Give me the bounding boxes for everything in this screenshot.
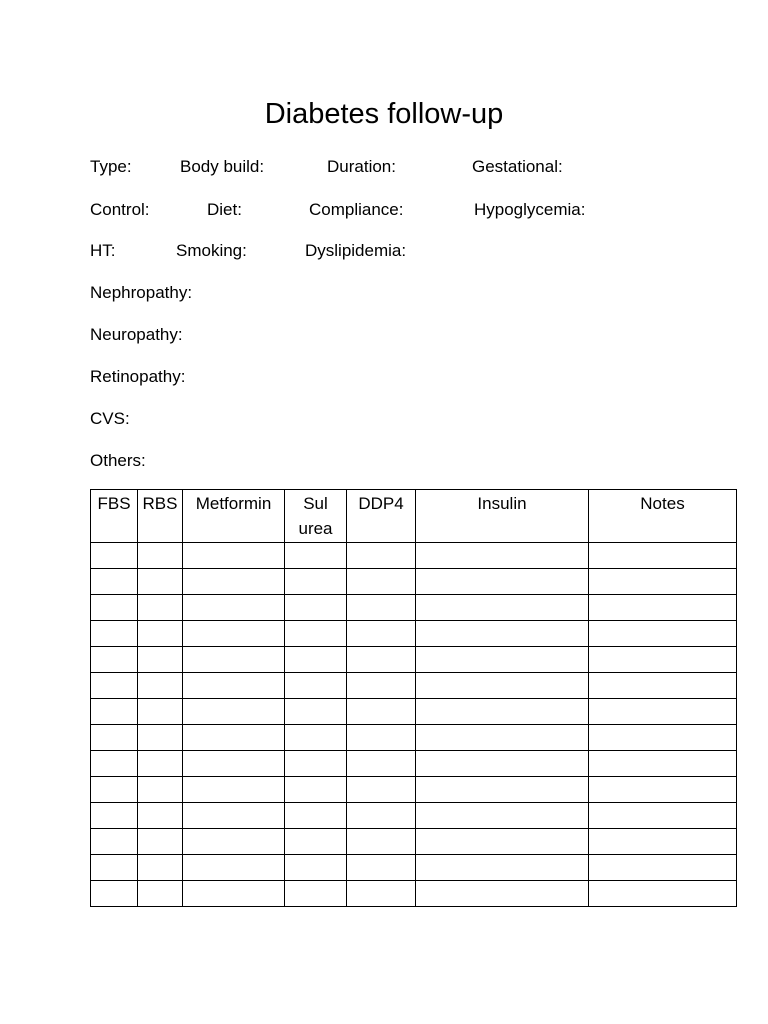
table-cell[interactable] [416,699,589,725]
table-cell[interactable] [347,725,416,751]
column-header-ddp4: DDP4 [347,490,416,543]
table-row [91,803,737,829]
table-cell[interactable] [347,595,416,621]
table-cell[interactable] [285,569,347,595]
table-cell[interactable] [91,725,138,751]
table-cell[interactable] [183,803,285,829]
table-cell[interactable] [183,751,285,777]
table-row [91,621,737,647]
table-cell[interactable] [416,595,589,621]
table-cell[interactable] [285,673,347,699]
field-compliance-label: Compliance: [309,200,404,219]
field-cvs-label: CVS: [90,409,130,428]
table-cell[interactable] [589,803,737,829]
table-cell[interactable] [589,621,737,647]
column-header-rbs: RBS [138,490,183,543]
field-hypoglycemia-label: Hypoglycemia: [474,200,586,219]
table-cell[interactable] [183,543,285,569]
table-cell[interactable] [285,881,347,907]
table-cell[interactable] [138,595,183,621]
table-cell[interactable] [347,751,416,777]
table-cell[interactable] [285,699,347,725]
table-cell[interactable] [285,543,347,569]
table-cell[interactable] [183,621,285,647]
table-cell[interactable] [183,881,285,907]
table-cell[interactable] [138,673,183,699]
table-cell[interactable] [91,569,138,595]
field-dyslipidemia-label: Dyslipidemia: [305,241,407,260]
table-cell[interactable] [589,725,737,751]
table-cell[interactable] [138,777,183,803]
table-cell[interactable] [347,673,416,699]
table-cell[interactable] [589,829,737,855]
table-cell[interactable] [138,881,183,907]
table-cell[interactable] [347,569,416,595]
table-cell[interactable] [589,543,737,569]
table-cell[interactable] [416,543,589,569]
table-cell[interactable] [138,647,183,673]
table-row [91,751,737,777]
field-type-label: Type: [90,157,132,176]
table-cell[interactable] [416,777,589,803]
table-cell[interactable] [347,777,416,803]
field-neuropathy-label: Neuropathy: [90,325,183,344]
table-cell[interactable] [91,673,138,699]
table-cell[interactable] [347,855,416,881]
field-body-build-label: Body build: [180,157,265,176]
table-cell[interactable] [285,621,347,647]
table-cell[interactable] [138,829,183,855]
table-cell[interactable] [285,751,347,777]
table-cell[interactable] [91,803,138,829]
table-cell[interactable] [138,543,183,569]
table-cell[interactable] [183,699,285,725]
table-cell[interactable] [589,881,737,907]
table-cell[interactable] [91,699,138,725]
table-cell[interactable] [416,673,589,699]
table-cell[interactable] [183,673,285,699]
table-cell[interactable] [138,803,183,829]
field-diet-label: Diet: [207,200,242,219]
table-cell[interactable] [416,569,589,595]
column-header-insulin: Insulin [416,490,589,543]
column-header-metformin: Metformin [183,490,285,543]
table-cell[interactable] [138,725,183,751]
table-cell[interactable] [416,621,589,647]
table-cell[interactable] [138,855,183,881]
table-cell[interactable] [91,881,138,907]
follow-up-table [90,489,737,907]
table-cell[interactable] [589,595,737,621]
table-row [91,647,737,673]
table-cell[interactable] [183,595,285,621]
table-cell[interactable] [589,699,737,725]
table-cell[interactable] [416,751,589,777]
table-cell[interactable] [589,673,737,699]
table-row [91,777,737,803]
table-cell[interactable] [138,569,183,595]
table-cell[interactable] [138,751,183,777]
column-header-notes: Notes [589,490,737,543]
table-cell[interactable] [183,855,285,881]
table-cell[interactable] [347,621,416,647]
table-header-row [91,490,737,543]
table-cell[interactable] [347,829,416,855]
table-cell[interactable] [589,569,737,595]
table-cell[interactable] [285,777,347,803]
field-smoking-label: Smoking: [176,241,247,260]
table-cell[interactable] [183,647,285,673]
table-cell[interactable] [285,855,347,881]
table-cell[interactable] [138,621,183,647]
table-cell[interactable] [91,829,138,855]
table-cell[interactable] [416,725,589,751]
table-row [91,829,737,855]
table-row [91,855,737,881]
field-ht-label: HT: [90,241,116,260]
table-cell[interactable] [285,829,347,855]
table-cell[interactable] [416,855,589,881]
table-cell[interactable] [91,751,138,777]
table-cell[interactable] [91,621,138,647]
table-cell[interactable] [589,647,737,673]
table-cell[interactable] [347,699,416,725]
table-cell[interactable] [347,543,416,569]
table-cell[interactable] [183,829,285,855]
table-cell[interactable] [416,803,589,829]
table-cell[interactable] [285,647,347,673]
table-cell[interactable] [91,777,138,803]
page-title: Diabetes follow-up [264,98,504,130]
table-cell[interactable] [347,647,416,673]
table-cell[interactable] [416,829,589,855]
table-row [91,673,737,699]
table-cell[interactable] [183,569,285,595]
field-others-label: Others: [90,451,146,470]
table-cell[interactable] [285,725,347,751]
table-row [91,725,737,751]
table-cell[interactable] [589,855,737,881]
table-row [91,881,737,907]
table-cell[interactable] [138,699,183,725]
table-cell[interactable] [589,751,737,777]
table-cell[interactable] [416,881,589,907]
table-cell[interactable] [91,647,138,673]
table-cell[interactable] [347,803,416,829]
field-duration-label: Duration: [327,157,396,176]
column-header-sulfonylurea: Sul urea [285,490,347,543]
field-control-label: Control: [90,200,150,219]
table-row [91,569,737,595]
field-gestational-label: Gestational: [472,157,563,176]
field-retinopathy-label: Retinopathy: [90,367,186,386]
table-row [91,595,737,621]
table-row [91,543,737,569]
table-cell[interactable] [347,881,416,907]
table-cell[interactable] [589,777,737,803]
table-body [91,543,737,907]
column-header-fbs: FBS [91,490,138,543]
field-nephropathy-label: Nephropathy: [90,283,193,302]
table-cell[interactable] [91,543,138,569]
table-cell[interactable] [91,595,138,621]
table-cell[interactable] [183,725,285,751]
table-cell[interactable] [285,595,347,621]
table-row [91,699,737,725]
table-cell[interactable] [416,647,589,673]
table-cell[interactable] [183,777,285,803]
table-cell[interactable] [91,855,138,881]
table-cell[interactable] [285,803,347,829]
